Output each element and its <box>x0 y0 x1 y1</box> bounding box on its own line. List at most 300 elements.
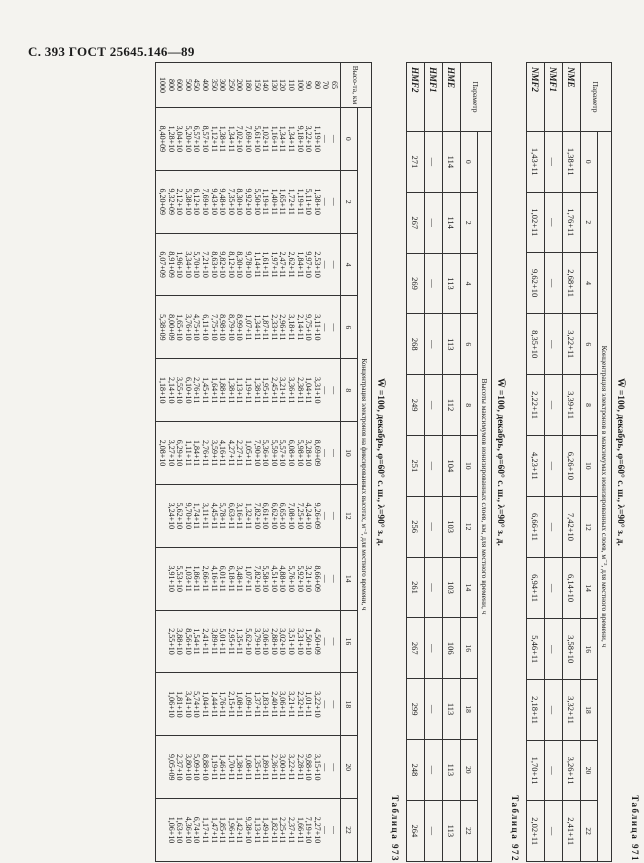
hour-header: 10 <box>461 435 478 496</box>
concentration-value: 7,35+10 <box>226 188 236 215</box>
value-cell: — <box>545 740 563 801</box>
concentration-value: 1,07+11 <box>244 565 254 592</box>
concentration-value: 1,95+11 <box>261 377 271 404</box>
param-cell: HMF1 <box>425 63 443 132</box>
param-cell: NMF1 <box>545 63 563 132</box>
value-cell: 261 <box>407 557 425 618</box>
height-value: 130 <box>269 79 279 91</box>
hour-header: 18 <box>341 673 358 736</box>
value-cell: — <box>545 192 563 253</box>
concentration-value: 1,61+11 <box>261 251 271 278</box>
concentration-value: 2,37+10 <box>175 753 185 781</box>
concentration-value: 5,76+10 <box>287 565 297 592</box>
value-cell: 299 <box>407 679 425 740</box>
concentration-value: 9,18+10 <box>295 125 305 153</box>
concentration-value: 1,03+11 <box>183 565 193 592</box>
concentration-value: 3,27+10 <box>166 439 176 467</box>
hour-header: 2 <box>341 170 358 233</box>
concentration-value: 3,22+10 <box>304 125 314 153</box>
concentration-value: — <box>321 511 331 520</box>
concentration-value: 2,66+11 <box>201 565 211 592</box>
hour-header: 20 <box>581 740 598 801</box>
table2 <box>406 62 492 862</box>
value-cell: 2,22+11 <box>527 375 545 436</box>
concentration-value: 2,37+11 <box>287 816 297 844</box>
concentration-value: 3,59+11 <box>209 439 219 467</box>
concentration-value: 2,41+11 <box>201 628 211 655</box>
concentration-value: 1,37+11 <box>252 691 262 718</box>
concentration-value: 3,28+10 <box>304 439 314 467</box>
concentration-value: 3,80+10 <box>183 753 193 781</box>
value-cell: 113 <box>443 800 461 861</box>
value-cell: 104 <box>443 435 461 496</box>
concentration-value: 3,21+11 <box>287 691 297 718</box>
concentration-value: 1,06+10 <box>166 816 176 844</box>
concentration-value: 1,84+11 <box>192 439 202 467</box>
concentration-value: 5,57+10 <box>278 439 288 467</box>
concentration-value: 2,95+11 <box>226 628 236 655</box>
concentration-value: 2,27+10 <box>312 816 322 844</box>
concentration-value: 3,88+10 <box>175 628 185 655</box>
concentration-value: 2,14+10 <box>166 376 176 404</box>
table3-caption: W̅ =100, декабрь, φ=60° с. ш., λ=90° з. д. <box>375 378 385 546</box>
concentration-column <box>155 170 340 233</box>
hour-header: 4 <box>581 253 598 314</box>
concentration-value: 1,08+11 <box>244 754 254 781</box>
value-cell: — <box>425 192 443 253</box>
value-cell: 4,23+11 <box>527 435 545 496</box>
concentration-value: 6,63+11 <box>226 502 236 529</box>
concentration-value: — <box>330 511 339 520</box>
value-cell: 114 <box>443 192 461 253</box>
height-value: 80 <box>312 81 322 89</box>
concentration-value: 5,58+10 <box>261 565 271 592</box>
concentration-value: 1,88+11 <box>218 377 228 404</box>
concentration-value: 1,38+11 <box>226 377 236 404</box>
value-cell: — <box>545 253 563 314</box>
concentration-value: — <box>321 260 331 269</box>
concentration-column <box>155 610 340 673</box>
concentration-value: 1,01+11 <box>304 691 314 718</box>
concentration-value: 6,11+10 <box>201 314 211 341</box>
height-value: 350 <box>209 79 219 91</box>
hour-header: 22 <box>581 801 598 862</box>
concentration-value: 8,66+09 <box>312 565 322 592</box>
concentration-value: 2,08+10 <box>158 439 168 467</box>
value-cell: 9,62+10 <box>527 253 545 314</box>
concentration-value: 9,26+09 <box>312 502 322 530</box>
concentration-value: 1,85+11 <box>218 816 228 844</box>
concentration-value: 2,47+11 <box>278 251 288 278</box>
concentration-value: 8,91+09 <box>166 251 176 278</box>
value-cell: 7,42+10 <box>563 496 581 557</box>
concentration-value: 6,62+10 <box>269 502 279 530</box>
concentration-value: 2,15+11 <box>226 691 236 718</box>
value-cell: 8,35+10 <box>527 314 545 375</box>
concentration-value: 1,28+10 <box>166 125 176 153</box>
concentration-value: 2,12+10 <box>175 188 185 215</box>
concentration-value: 1,19+11 <box>244 377 254 404</box>
concentration-value: 1,06+10 <box>166 691 176 718</box>
table-row <box>407 63 425 862</box>
hour-header: 0 <box>581 132 598 193</box>
concentration-value: 1,47+11 <box>209 816 219 844</box>
concentration-value: 3,11+11 <box>201 502 211 529</box>
value-cell: — <box>425 800 443 861</box>
concentration-value: 2,76+11 <box>192 377 202 404</box>
concentration-value: 2,32+11 <box>295 691 305 718</box>
value-cell: 106 <box>443 618 461 679</box>
concentration-value: 6,61+10 <box>261 502 271 530</box>
concentration-value: 2,45+11 <box>269 377 279 404</box>
concentration-value: 3,22+10 <box>312 691 322 718</box>
concentration-value: 7,69+10 <box>201 188 211 215</box>
concentration-value: 3,34+10 <box>183 251 193 278</box>
concentration-value: 1,38+11 <box>235 754 245 781</box>
value-cell: — <box>425 557 443 618</box>
value-cell: — <box>425 132 443 193</box>
param-cell: NME <box>563 63 581 132</box>
concentration-value: 3,21+10 <box>304 565 314 592</box>
param-cell: HME <box>443 63 461 132</box>
concentration-value: 1,32+11 <box>244 502 254 529</box>
height-value: 120 <box>278 79 288 91</box>
value-cell: — <box>545 132 563 193</box>
concentration-value: 1,19+11 <box>261 188 271 215</box>
concentration-value: 8,00+09 <box>166 314 176 341</box>
table-row <box>425 63 443 862</box>
hour-header: 0 <box>461 132 478 193</box>
hour-header: 6 <box>341 296 358 359</box>
concentration-value: 2,96+11 <box>278 314 288 341</box>
concentration-value: 4,50+09 <box>312 628 322 655</box>
value-cell: 103 <box>443 496 461 557</box>
height-value: 600 <box>175 79 185 91</box>
concentration-value: — <box>321 826 331 835</box>
concentration-value: 1,65+11 <box>278 188 288 215</box>
concentration-value: 1,96+11 <box>226 816 236 844</box>
concentration-value: 1,11+11 <box>183 440 193 467</box>
concentration-value: 1,14+11 <box>252 251 262 278</box>
concentration-value: 3,51+10 <box>287 628 297 655</box>
concentration-value: 4,45+11 <box>209 502 219 529</box>
hour-header: 22 <box>341 799 358 862</box>
value-cell: 112 <box>443 375 461 436</box>
value-cell: — <box>425 314 443 375</box>
value-cell: — <box>425 435 443 496</box>
value-cell: 268 <box>407 314 425 375</box>
concentration-value: — <box>321 574 331 583</box>
concentration-value: 5,98+10 <box>295 439 305 467</box>
concentration-value: — <box>321 134 331 143</box>
concentration-value: 5,11+10 <box>304 188 314 215</box>
concentration-value: 5,61+10 <box>252 125 262 153</box>
value-cell: 1,76+11 <box>563 192 581 253</box>
height-value: 65 <box>330 81 339 89</box>
concentration-value: 5,50+10 <box>252 188 262 215</box>
concentration-value: 4,27+11 <box>226 439 236 467</box>
concentration-value: 4,51+10 <box>269 565 279 592</box>
table3-height-header: Высо-та, км <box>341 63 372 108</box>
concentration-value: — <box>321 323 331 332</box>
concentration-value: 9,75+10 <box>304 314 314 341</box>
hour-header: 8 <box>581 375 598 436</box>
value-cell: 267 <box>407 192 425 253</box>
concentration-value: 1,38+11 <box>218 125 228 153</box>
concentration-value: 3,18+11 <box>287 314 297 341</box>
concentration-value: 3,22+11 <box>287 754 297 781</box>
concentration-value: — <box>321 449 331 458</box>
concentration-value: 1,34+11 <box>252 314 262 341</box>
concentration-value: 1,12+11 <box>209 125 219 153</box>
height-value: 800 <box>166 79 176 91</box>
concentration-value: 1,45+11 <box>201 377 211 404</box>
concentration-value: — <box>330 826 339 835</box>
concentration-value: — <box>321 386 331 395</box>
concentration-value: 9,43+10 <box>209 188 219 215</box>
hour-header: 2 <box>461 192 478 253</box>
hour-header: 16 <box>581 619 598 680</box>
concentration-value: 4,16+11 <box>218 439 228 467</box>
concentration-column <box>155 736 340 799</box>
value-cell: 269 <box>407 253 425 314</box>
concentration-value: 1,96+10 <box>175 251 185 278</box>
concentration-value: 7,69+10 <box>244 125 254 153</box>
table2-param-header: Параметр <box>461 63 492 132</box>
concentration-value: 1,04+11 <box>201 691 211 718</box>
value-cell: — <box>545 558 563 619</box>
concentration-value: 2,55+10 <box>166 628 176 655</box>
value-cell: 1,02+11 <box>527 192 545 253</box>
height-value: 450 <box>192 79 202 91</box>
hour-header: 14 <box>581 558 598 619</box>
concentration-value: 3,02+10 <box>278 628 288 655</box>
concentration-value: 1,38+11 <box>252 377 262 404</box>
concentration-value: 5,70+10 <box>192 251 202 278</box>
hour-header: 12 <box>341 484 358 547</box>
concentration-column <box>155 359 340 422</box>
value-cell: 248 <box>407 739 425 800</box>
value-cell: 113 <box>443 253 461 314</box>
hour-header: 10 <box>341 422 358 485</box>
height-value: 300 <box>218 79 228 91</box>
concentration-value: 1,63+10 <box>175 816 185 844</box>
table2-caption: W̅ =100, декабрь, φ=60° с. ш., λ=90° з. д. <box>495 378 505 546</box>
concentration-value: 1,18+10 <box>158 376 168 404</box>
concentration-value: 1,74+11 <box>192 502 202 529</box>
concentration-value: 9,88+10 <box>304 753 314 781</box>
concentration-value: 3,89+11 <box>209 628 219 655</box>
concentration-value: 8,69+09 <box>312 439 322 467</box>
concentration-value: 5,92+10 <box>295 565 305 592</box>
concentration-value: 8,98+10 <box>218 314 228 341</box>
rotated-content <box>25 62 640 862</box>
concentration-value: 2,36+11 <box>269 754 279 781</box>
concentration-value: 1,50+10 <box>304 628 314 655</box>
concentration-value: 5,20+10 <box>183 125 193 153</box>
hour-header: 18 <box>461 679 478 740</box>
concentration-value: 9,32+09 <box>166 188 176 215</box>
table1-label: Таблица 971 <box>630 795 640 862</box>
concentration-value: 5,01+11 <box>218 628 228 655</box>
concentration-value: 2,14+11 <box>295 314 305 341</box>
value-cell: 2,68+11 <box>563 253 581 314</box>
concentration-value: 5,59+10 <box>269 439 279 467</box>
concentration-value: 3,31+10 <box>312 376 322 404</box>
page-header: С. 393 ГОСТ 25645.146—89 <box>28 44 195 59</box>
hour-header: 14 <box>461 557 478 618</box>
concentration-value: 6,57+10 <box>192 125 202 153</box>
concentration-value: 1,49+11 <box>261 816 271 844</box>
concentration-value: 1,66+11 <box>295 816 305 844</box>
concentration-value: 9,70+10 <box>183 502 193 530</box>
concentration-value: 3,00+11 <box>278 754 288 781</box>
concentration-value: 3,11+10 <box>312 314 322 341</box>
concentration-value: 1,97+11 <box>269 251 279 278</box>
hour-header: 4 <box>461 253 478 314</box>
value-cell: — <box>425 496 443 557</box>
concentration-value: 5,09+10 <box>192 753 202 781</box>
value-cell: 1,43+11 <box>527 132 545 193</box>
concentration-value: — <box>330 763 339 772</box>
concentration-value: 2,76+11 <box>201 439 211 467</box>
concentration-value: 2,62+11 <box>287 251 297 278</box>
concentration-value: 8,79+10 <box>226 314 236 341</box>
concentration-value: 1,76+11 <box>218 691 228 718</box>
concentration-value: 2,40+11 <box>269 691 279 718</box>
value-cell: 113 <box>443 679 461 740</box>
concentration-value: — <box>330 323 339 332</box>
concentration-value: — <box>330 700 339 709</box>
value-cell: — <box>425 739 443 800</box>
value-cell: — <box>545 680 563 741</box>
concentration-value: 5,38+09 <box>158 314 168 341</box>
table-row <box>527 63 545 862</box>
hour-header: 22 <box>461 800 478 861</box>
concentration-value: 9,38+10 <box>244 816 254 844</box>
hour-header: 2 <box>581 192 598 253</box>
concentration-value: 1,04+11 <box>304 377 314 404</box>
concentration-value: 9,92+10 <box>244 188 254 215</box>
concentration-value: 6,10+10 <box>183 376 193 404</box>
concentration-value: 6,29+10 <box>175 439 185 467</box>
table-row <box>545 63 563 862</box>
concentration-value: 8,30+10 <box>235 251 245 278</box>
concentration-value: 4,36+10 <box>183 816 193 844</box>
value-cell: 256 <box>407 496 425 557</box>
concentration-value: 2,33+11 <box>269 314 279 341</box>
concentration-value: 4,88+10 <box>278 565 288 592</box>
concentration-value: 9,48+10 <box>218 188 228 215</box>
concentration-value: 1,17+11 <box>201 816 211 844</box>
table2-subheader: Высоты максимумов ионизированных слоев, км, для местного времени, ч <box>478 132 492 862</box>
hour-header: 4 <box>341 233 358 296</box>
concentration-value: 7,21+10 <box>201 251 211 278</box>
concentration-value: — <box>330 449 339 458</box>
value-cell: — <box>545 801 563 862</box>
value-cell: 6,94+11 <box>527 558 545 619</box>
value-cell: — <box>425 618 443 679</box>
concentration-value: 5,62+10 <box>175 502 185 530</box>
value-cell: — <box>425 679 443 740</box>
concentration-value: 8,99+10 <box>235 314 245 341</box>
concentration-value: 2,28+11 <box>295 754 305 781</box>
concentration-value: 1,82+11 <box>269 816 279 844</box>
value-cell: 2,18+11 <box>527 680 545 741</box>
table2-label: Таблица 972 <box>510 795 520 862</box>
concentration-value: 3,06+11 <box>278 691 288 718</box>
concentration-value: 2,27+11 <box>235 439 245 467</box>
concentration-value: 6,20+09 <box>158 188 168 215</box>
concentration-value: 4,16+11 <box>209 565 219 592</box>
concentration-value: 3,36+11 <box>287 377 297 404</box>
concentration-value: 1,02+11 <box>261 125 271 153</box>
concentration-value: 3,41+10 <box>183 691 193 718</box>
concentration-column <box>155 547 340 610</box>
concentration-value: 7,82+10 <box>252 565 262 592</box>
concentration-value: 1,81+10 <box>175 691 185 718</box>
hour-header: 14 <box>341 547 358 610</box>
concentration-value: 1,35+11 <box>235 628 245 655</box>
hour-header: 16 <box>461 618 478 679</box>
concentration-value: 6,07+09 <box>158 251 168 278</box>
param-cell: NMF2 <box>527 63 545 132</box>
concentration-value: 1,19+11 <box>295 188 305 215</box>
concentration-value: 1,64+11 <box>209 377 219 404</box>
concentration-value: 6,12+10 <box>192 188 202 215</box>
height-value: 150 <box>252 79 262 91</box>
value-cell: 113 <box>443 739 461 800</box>
value-cell: 114 <box>443 132 461 193</box>
value-cell: 251 <box>407 435 425 496</box>
concentration-column <box>155 673 340 736</box>
concentration-value: 8,63+10 <box>209 251 219 278</box>
concentration-value: 3,76+10 <box>183 314 193 341</box>
value-cell: — <box>425 253 443 314</box>
concentration-value: 3,91+10 <box>166 565 176 592</box>
concentration-value: 3,55+10 <box>175 376 185 404</box>
concentration-value: 1,16+11 <box>269 125 279 153</box>
concentration-value: 1,84+11 <box>295 251 305 278</box>
concentration-value: 3,15+10 <box>312 753 322 781</box>
hour-header: 12 <box>581 496 598 557</box>
concentration-column <box>155 108 340 171</box>
value-cell: 271 <box>407 132 425 193</box>
concentration-value: 5,38+10 <box>183 188 193 215</box>
concentration-value: 1,72+11 <box>287 188 297 215</box>
hour-header: 12 <box>461 496 478 557</box>
value-cell: 3,32+11 <box>563 680 581 741</box>
concentration-value: 6,01+11 <box>218 565 228 592</box>
value-cell: 3,39+11 <box>563 375 581 436</box>
concentration-value: 9,97+10 <box>304 251 314 278</box>
table-row <box>563 63 581 862</box>
height-value: 400 <box>201 79 211 91</box>
value-cell: 249 <box>407 375 425 436</box>
concentration-value: 1,46+11 <box>218 754 228 781</box>
concentration-column <box>155 296 340 359</box>
concentration-value: 1,42+11 <box>235 816 245 844</box>
hour-header: 16 <box>341 610 358 673</box>
concentration-value: 7,02+10 <box>235 125 245 153</box>
concentration-value: 3,16+11 <box>235 502 245 529</box>
hour-header: 8 <box>341 359 358 422</box>
height-value: 70 <box>321 81 331 89</box>
concentration-value: 1,05+11 <box>244 439 254 467</box>
height-value: 1000 <box>158 77 168 93</box>
concentration-value: 5,78+11 <box>218 502 228 529</box>
concentration-value: 9,05+09 <box>166 753 176 781</box>
